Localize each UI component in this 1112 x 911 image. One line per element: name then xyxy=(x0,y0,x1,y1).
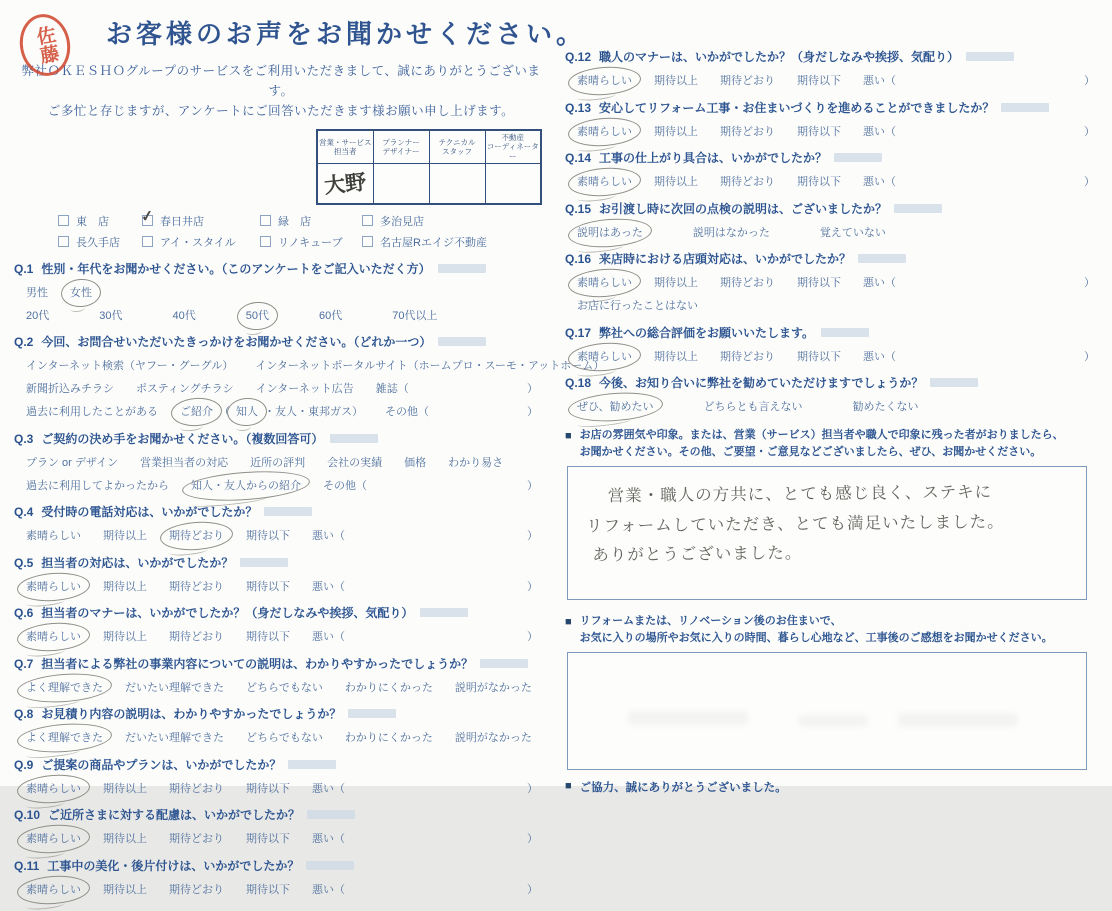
option-circled: 女性 xyxy=(70,284,92,300)
option: 期待以上 xyxy=(103,833,147,846)
option: 60代 xyxy=(319,309,343,322)
option-row xyxy=(14,477,548,493)
intro-line-2: ご多忙と存じますが、アンケートにご回答いただきます様お願い申し上げます。 xyxy=(47,104,515,118)
option: 期待以下 xyxy=(797,125,841,138)
highlight-mark xyxy=(438,337,486,346)
question-title xyxy=(565,324,1105,341)
question-title xyxy=(565,250,1105,267)
option: 期待以下 xyxy=(246,631,290,644)
highlight-mark xyxy=(307,810,355,819)
option-row xyxy=(14,403,548,419)
highlight-mark xyxy=(480,659,528,668)
option: 会社の実績 xyxy=(327,456,383,469)
store-option xyxy=(260,234,362,250)
question-title xyxy=(14,260,548,277)
question-title xyxy=(565,48,1105,65)
option: 期待以上 xyxy=(654,277,698,289)
option: 期待以上 xyxy=(103,883,147,896)
question-text: 工事中の美化・後片付けは、いかがでしたか？ xyxy=(47,858,300,873)
store-option xyxy=(142,234,260,250)
question-q15 xyxy=(565,200,1105,240)
question-q3 xyxy=(14,430,548,493)
option: 期待どおり xyxy=(169,580,224,593)
option: 期待どおり xyxy=(720,176,775,188)
highlight-mark xyxy=(306,861,354,870)
hanko-stamp-text: 佐藤 xyxy=(32,24,60,66)
option: インターネット検索（ヤフー・グーグル） xyxy=(26,360,234,373)
option: 悪い（ xyxy=(312,883,345,896)
highlight-mark xyxy=(264,507,312,516)
option: ） xyxy=(527,580,538,593)
checkbox-icon xyxy=(139,206,155,226)
option: 期待以上 xyxy=(654,125,698,138)
question-title xyxy=(14,806,548,823)
highlight-mark xyxy=(834,153,882,162)
right-column xyxy=(565,48,1105,795)
option: ポスティングチラシ xyxy=(136,383,234,396)
option: 30代 xyxy=(99,309,123,322)
option-row xyxy=(565,123,1105,139)
store-label: 春日井店 xyxy=(160,215,204,228)
staff-table-header-row xyxy=(317,130,541,164)
comment-section-impression xyxy=(565,427,1105,600)
handwritten-checkmark: ✓ xyxy=(139,206,155,226)
option-circled: 知人 xyxy=(236,403,258,419)
option: 説明がなかった xyxy=(454,681,532,694)
question-q18 xyxy=(565,374,1105,414)
option-circled: ぜひ、勧めたい xyxy=(577,398,654,414)
question-number: Q.11 xyxy=(14,858,40,873)
option-row xyxy=(14,307,548,323)
staff-entry-planner xyxy=(373,164,429,204)
handwritten-staff-name: 大野 xyxy=(323,169,368,199)
question-title xyxy=(14,705,548,722)
question-number: Q.9 xyxy=(14,757,34,772)
option: 期待以上 xyxy=(654,176,698,188)
option: 期待以下 xyxy=(797,350,841,363)
option: 悪い（ xyxy=(312,580,345,593)
highlight-mark xyxy=(438,264,486,273)
staff-col-realestate: 不動産 コーディネーター xyxy=(485,130,541,164)
option: 勧めたくない xyxy=(852,401,919,413)
option: 悪い（ xyxy=(312,782,345,795)
option-row xyxy=(565,398,1105,414)
comment-section-after-reform xyxy=(565,613,1105,770)
option-row xyxy=(565,224,1105,240)
question-text: お見積り内容の説明は、わかりやすかったでしょうか？ xyxy=(41,707,342,722)
question-number: Q.18 xyxy=(565,376,592,390)
option: その他（ xyxy=(385,406,429,419)
highlight-mark xyxy=(894,204,942,213)
question-number: Q.15 xyxy=(565,201,592,216)
question-q16 xyxy=(565,250,1105,313)
option: ） xyxy=(527,782,538,795)
option-circled: 素晴らしい xyxy=(26,578,81,594)
question-q8 xyxy=(14,705,548,745)
option: 期待どおり xyxy=(169,833,224,846)
option: 男性 xyxy=(26,286,48,299)
store-label: 東 店 xyxy=(76,215,109,228)
question-q6 xyxy=(14,604,548,644)
option-row xyxy=(14,357,605,373)
option: 期待どおり xyxy=(720,125,775,138)
checkbox-icon xyxy=(58,236,69,247)
option-circled: 素晴らしい xyxy=(577,173,632,189)
option: ） xyxy=(1084,125,1095,138)
thanks-footer xyxy=(565,779,1105,795)
checkbox-icon xyxy=(58,215,69,226)
question-q12 xyxy=(565,48,1105,88)
question-number: Q.13 xyxy=(565,100,592,115)
store-label: リノキューブ xyxy=(278,236,343,249)
comment-box-impression xyxy=(567,466,1087,600)
option: 期待どおり xyxy=(720,350,775,363)
question-q4 xyxy=(14,503,548,543)
option: 期待以下 xyxy=(246,782,290,795)
intro-text xyxy=(14,61,548,121)
option: 期待以上 xyxy=(103,530,147,543)
question-q13 xyxy=(565,99,1105,139)
option-circled: 知人・友人からの紹介 xyxy=(191,477,301,493)
question-q11 xyxy=(14,857,548,897)
option: ） xyxy=(1084,350,1095,363)
option: ） xyxy=(1084,176,1095,188)
option: ・友人・東邦ガス） xyxy=(264,406,363,419)
highlight-mark xyxy=(330,434,378,443)
option-circled: ご紹介 xyxy=(180,403,213,419)
option: インターネットポータルサイト（ホームプロ・スーモ・アットホーム） xyxy=(255,360,605,373)
option: 期待どおり xyxy=(169,883,224,896)
question-q9 xyxy=(14,756,548,796)
question-title xyxy=(14,554,548,571)
question-text: 職人のマナーは、いかがでしたか？（身だしなみや挨拶、気配り） xyxy=(599,50,960,64)
option: ） xyxy=(1084,277,1095,289)
question-text: 安心してリフォーム工事・お住まいづくりを進めることができましたか？ xyxy=(599,100,995,115)
option: プラン or デザイン xyxy=(26,456,119,469)
option-row xyxy=(14,527,548,543)
question-number: Q.5 xyxy=(14,555,34,570)
option-circled: 素晴らしい xyxy=(26,780,81,796)
option-row xyxy=(565,173,1105,189)
option-row xyxy=(565,274,1105,290)
option: ） xyxy=(1084,75,1095,87)
option: その他（ xyxy=(323,479,367,492)
question-text: ご提案の商品やプランは、いかがでしたか？ xyxy=(41,757,282,772)
option-circled: 素晴らしい xyxy=(26,830,81,846)
option: 期待どおり xyxy=(720,75,775,87)
question-title xyxy=(565,200,1105,217)
option-row xyxy=(14,729,548,745)
option: ） xyxy=(527,631,538,644)
question-number: Q.17 xyxy=(565,325,592,340)
option: どちらでもない xyxy=(246,732,323,745)
question-text: 受付時の電話対応は、いかがでしたか？ xyxy=(41,505,258,520)
option: どちらとも言えない xyxy=(703,401,803,413)
option: だいたい理解できた xyxy=(125,681,224,694)
option: どちらでもない xyxy=(246,681,323,694)
option: 期待以上 xyxy=(103,631,147,644)
option: 40代 xyxy=(172,309,196,322)
checkbox-icon xyxy=(260,236,271,247)
store-option xyxy=(362,213,548,229)
highlight-mark xyxy=(930,378,978,387)
store-label: アイ・スタイル xyxy=(160,236,236,249)
highlight-mark xyxy=(966,52,1014,61)
question-text: 来店時における店頭対応は、いかがでしたか？ xyxy=(599,252,852,266)
option: 期待以上 xyxy=(103,782,147,795)
option-circled: 素晴らしい xyxy=(577,123,632,139)
store-checkbox-group xyxy=(58,206,548,250)
option-row xyxy=(14,578,548,594)
staff-signature-table xyxy=(316,129,542,205)
question-number: Q.1 xyxy=(14,261,34,276)
store-label: 名古屋Rエイジ不動産 xyxy=(380,236,487,249)
question-q10 xyxy=(14,806,548,846)
intro-line-1: 弊社ＯＫＥＳＨＯグループのサービスをご利用いただきまして、誠にありがとうございます。 xyxy=(21,64,541,98)
option: 説明はなかった xyxy=(692,226,770,239)
option-circled: よく理解できた xyxy=(26,729,103,745)
question-number: Q.14 xyxy=(565,151,592,165)
option-circled: 説明はあった xyxy=(577,224,643,240)
option: 雑誌（ xyxy=(375,383,409,396)
option: わかりにくかった xyxy=(344,681,433,694)
square-bullet-icon: ■ xyxy=(565,780,572,792)
option: 悪い（ xyxy=(863,277,896,289)
option: ） xyxy=(527,406,538,419)
staff-table-entry-row xyxy=(317,164,541,204)
store-option xyxy=(58,213,142,229)
question-title xyxy=(14,756,548,773)
comment-prompt xyxy=(565,613,1105,646)
option: お店に行ったことはない xyxy=(577,300,698,312)
handwritten-comment-line: 営業・職人の方共に、とても感じ良く、ステキに xyxy=(607,482,993,506)
option-row xyxy=(14,628,548,644)
option: 期待以下 xyxy=(246,883,290,896)
option: 悪い（ xyxy=(312,833,345,846)
question-title xyxy=(14,503,548,520)
checkbox-icon xyxy=(362,236,373,247)
highlight-mark xyxy=(240,558,288,567)
bleedthrough-mark xyxy=(898,713,1018,727)
option: 期待以下 xyxy=(797,176,841,188)
store-option xyxy=(139,206,260,229)
option: 覚えていない xyxy=(819,226,886,239)
highlight-mark xyxy=(821,328,869,337)
thanks-footer-text: ご協力、誠にありがとうございました。 xyxy=(579,782,787,794)
square-bullet-icon: ■ xyxy=(565,616,572,628)
option: 新聞折込みチラシ xyxy=(26,383,114,396)
store-option xyxy=(362,234,548,250)
question-title xyxy=(14,430,548,447)
option-row xyxy=(565,72,1105,88)
option: わかりにくかった xyxy=(344,732,433,745)
option: 期待以上 xyxy=(654,75,698,87)
staff-entry-technical xyxy=(429,164,485,204)
comment-prompt xyxy=(565,427,1105,460)
option-row xyxy=(14,780,548,796)
store-label: 多治見店 xyxy=(380,215,424,228)
option-circled: よく理解できた xyxy=(26,679,103,695)
option: 悪い（ xyxy=(863,125,896,138)
highlight-mark xyxy=(1001,103,1049,112)
option: 過去に利用してよかったから xyxy=(26,479,169,492)
bleedthrough-mark xyxy=(798,715,868,727)
question-text: 今後、お知り合いに弊社を勧めていただけますでしょうか？ xyxy=(599,376,924,390)
option: ） xyxy=(527,833,538,846)
option-row xyxy=(565,297,1105,313)
option-row xyxy=(14,881,548,897)
option: 悪い（ xyxy=(863,75,896,87)
question-number: Q.7 xyxy=(14,656,34,671)
highlight-mark xyxy=(288,760,336,769)
question-q17 xyxy=(565,324,1105,364)
question-number: Q.3 xyxy=(14,431,34,446)
option-circled: 素晴らしい xyxy=(26,628,81,644)
store-label: 緑 店 xyxy=(278,215,311,228)
option: 説明がなかった xyxy=(454,732,532,745)
option: 営業担当者の対応 xyxy=(140,456,229,469)
question-text: 担当者による弊社の事業内容についての説明は、わかりやすかったでしょうか？ xyxy=(41,656,474,671)
option: 近所の評判 xyxy=(250,456,306,469)
option: ） xyxy=(527,883,538,896)
staff-entry-sales xyxy=(317,164,373,204)
comment-box-after-reform xyxy=(567,652,1087,770)
question-text: 弊社への総合評価をお願いいたします。 xyxy=(599,325,815,340)
option: 期待以下 xyxy=(797,277,841,289)
question-q5 xyxy=(14,554,548,594)
question-text: ご近所さまに対する配慮は、いかがでしたか？ xyxy=(48,808,301,823)
option: ） xyxy=(527,530,538,543)
question-number: Q.6 xyxy=(14,606,34,621)
highlight-mark xyxy=(858,254,906,263)
store-option xyxy=(260,213,362,229)
staff-entry-realestate xyxy=(485,164,541,204)
question-q7 xyxy=(14,655,548,695)
option: 過去に利用したことがある xyxy=(26,406,158,419)
handwritten-comment-line: リフォームしていただき、とても満足いたしました。 xyxy=(585,511,1005,536)
option-circled: 素晴らしい xyxy=(577,348,632,364)
question-number: Q.16 xyxy=(565,252,592,266)
comment-prompt-text: リフォームまたは、リノベーション後のお住まいで、 お気に入りの場所やお気に入りの時間、暮らし心地など、工事後のご感想をお聞かせください。 xyxy=(579,615,1053,644)
bleedthrough-mark xyxy=(628,711,748,725)
question-text: 今回、お問合せいただいたきっかけをお聞かせください。（どれか一つ） xyxy=(41,335,432,350)
question-title xyxy=(565,374,1105,391)
store-option xyxy=(58,234,142,250)
option: インターネット広告 xyxy=(255,383,354,396)
option: 期待どおり xyxy=(720,277,775,289)
option: 期待以下 xyxy=(246,833,290,846)
option-row xyxy=(565,348,1105,364)
option-circled: 素晴らしい xyxy=(577,274,632,290)
store-row xyxy=(58,206,548,229)
question-title xyxy=(14,857,548,874)
handwritten-comment xyxy=(578,476,1077,570)
option: だいたい理解できた xyxy=(125,732,224,745)
highlight-mark xyxy=(420,608,468,617)
question-q14 xyxy=(565,149,1105,189)
option: 悪い（ xyxy=(863,350,896,363)
square-bullet-icon: ■ xyxy=(565,430,572,442)
checkbox-icon xyxy=(142,236,153,247)
option-circled: 期待どおり xyxy=(169,527,224,543)
option: 期待以下 xyxy=(246,580,290,593)
question-text: 性別・年代をお聞かせください。（このアンケートをご記入いただく方） xyxy=(41,261,431,276)
store-label: 長久手店 xyxy=(76,236,120,249)
questions-right xyxy=(565,48,1105,414)
question-number: Q.10 xyxy=(14,808,41,823)
option: 期待どおり xyxy=(169,631,224,644)
option: 悪い（ xyxy=(312,631,345,644)
question-text: ご契約の決め手をお聞かせください。（複数回答可） xyxy=(41,431,324,446)
question-number: Q.12 xyxy=(565,50,592,64)
option: ） xyxy=(527,383,538,396)
option-row xyxy=(14,830,548,846)
question-title xyxy=(14,655,548,672)
option: 70代以上 xyxy=(392,309,438,322)
option: 価格 xyxy=(404,456,427,469)
question-title xyxy=(14,333,548,350)
question-number: Q.8 xyxy=(14,707,34,722)
question-q1 xyxy=(14,260,548,323)
option: 期待以上 xyxy=(103,580,147,593)
question-title xyxy=(14,604,548,621)
option: 素晴らしい xyxy=(26,530,81,543)
option-row xyxy=(14,380,548,396)
question-title xyxy=(565,149,1105,166)
question-text: お引渡し時に次回の点検の説明は、ございましたか？ xyxy=(599,201,888,216)
option-row xyxy=(14,679,548,695)
option: 期待以下 xyxy=(246,530,290,543)
option: （ xyxy=(219,406,230,419)
comment-prompt-text: お店の雰囲気や印象。または、営業（サービス）担当者や職人で印象に残った者がおりましたら、 お聞かせください。その他、ご要望・ご意見などございましたら、ぜひ、お聞かせください。 xyxy=(579,429,1064,458)
staff-col-sales: 営業・サービス 担当者 xyxy=(317,130,373,164)
question-title xyxy=(565,99,1105,116)
option: 期待以下 xyxy=(797,75,841,87)
question-text: 担当者の対応は、いかがでしたか？ xyxy=(41,555,234,570)
store-row xyxy=(58,234,548,250)
highlight-mark xyxy=(348,709,396,718)
checkbox-icon xyxy=(362,215,373,226)
staff-col-technical: テクニカル スタッフ xyxy=(429,130,485,164)
checkbox-icon xyxy=(260,215,271,226)
option-row xyxy=(14,284,548,300)
handwritten-comment-line: ありがとうございました。 xyxy=(592,543,803,565)
option: ） xyxy=(527,479,538,492)
option-circled: 素晴らしい xyxy=(577,72,632,88)
option: 悪い（ xyxy=(312,530,345,543)
question-number: Q.4 xyxy=(14,505,34,520)
staff-col-planner: プランナー デザイナー xyxy=(373,130,429,164)
question-text: 担当者のマナーは、いかがでしたか？（身だしなみや挨拶、気配り） xyxy=(41,606,414,621)
question-text: 工事の仕上がり具合は、いかがでしたか？ xyxy=(599,151,828,165)
option-row xyxy=(14,454,548,470)
option: 20代 xyxy=(26,309,50,322)
option: わかり易さ xyxy=(448,456,504,469)
option-circled: 素晴らしい xyxy=(26,881,81,897)
page-title: お客様のお声をお聞かせください。 xyxy=(106,19,587,49)
option: 期待以上 xyxy=(654,350,698,363)
option: 期待どおり xyxy=(169,782,224,795)
question-number: Q.2 xyxy=(14,335,34,350)
option: 悪い（ xyxy=(863,176,896,188)
option-circled: 50代 xyxy=(246,307,269,323)
